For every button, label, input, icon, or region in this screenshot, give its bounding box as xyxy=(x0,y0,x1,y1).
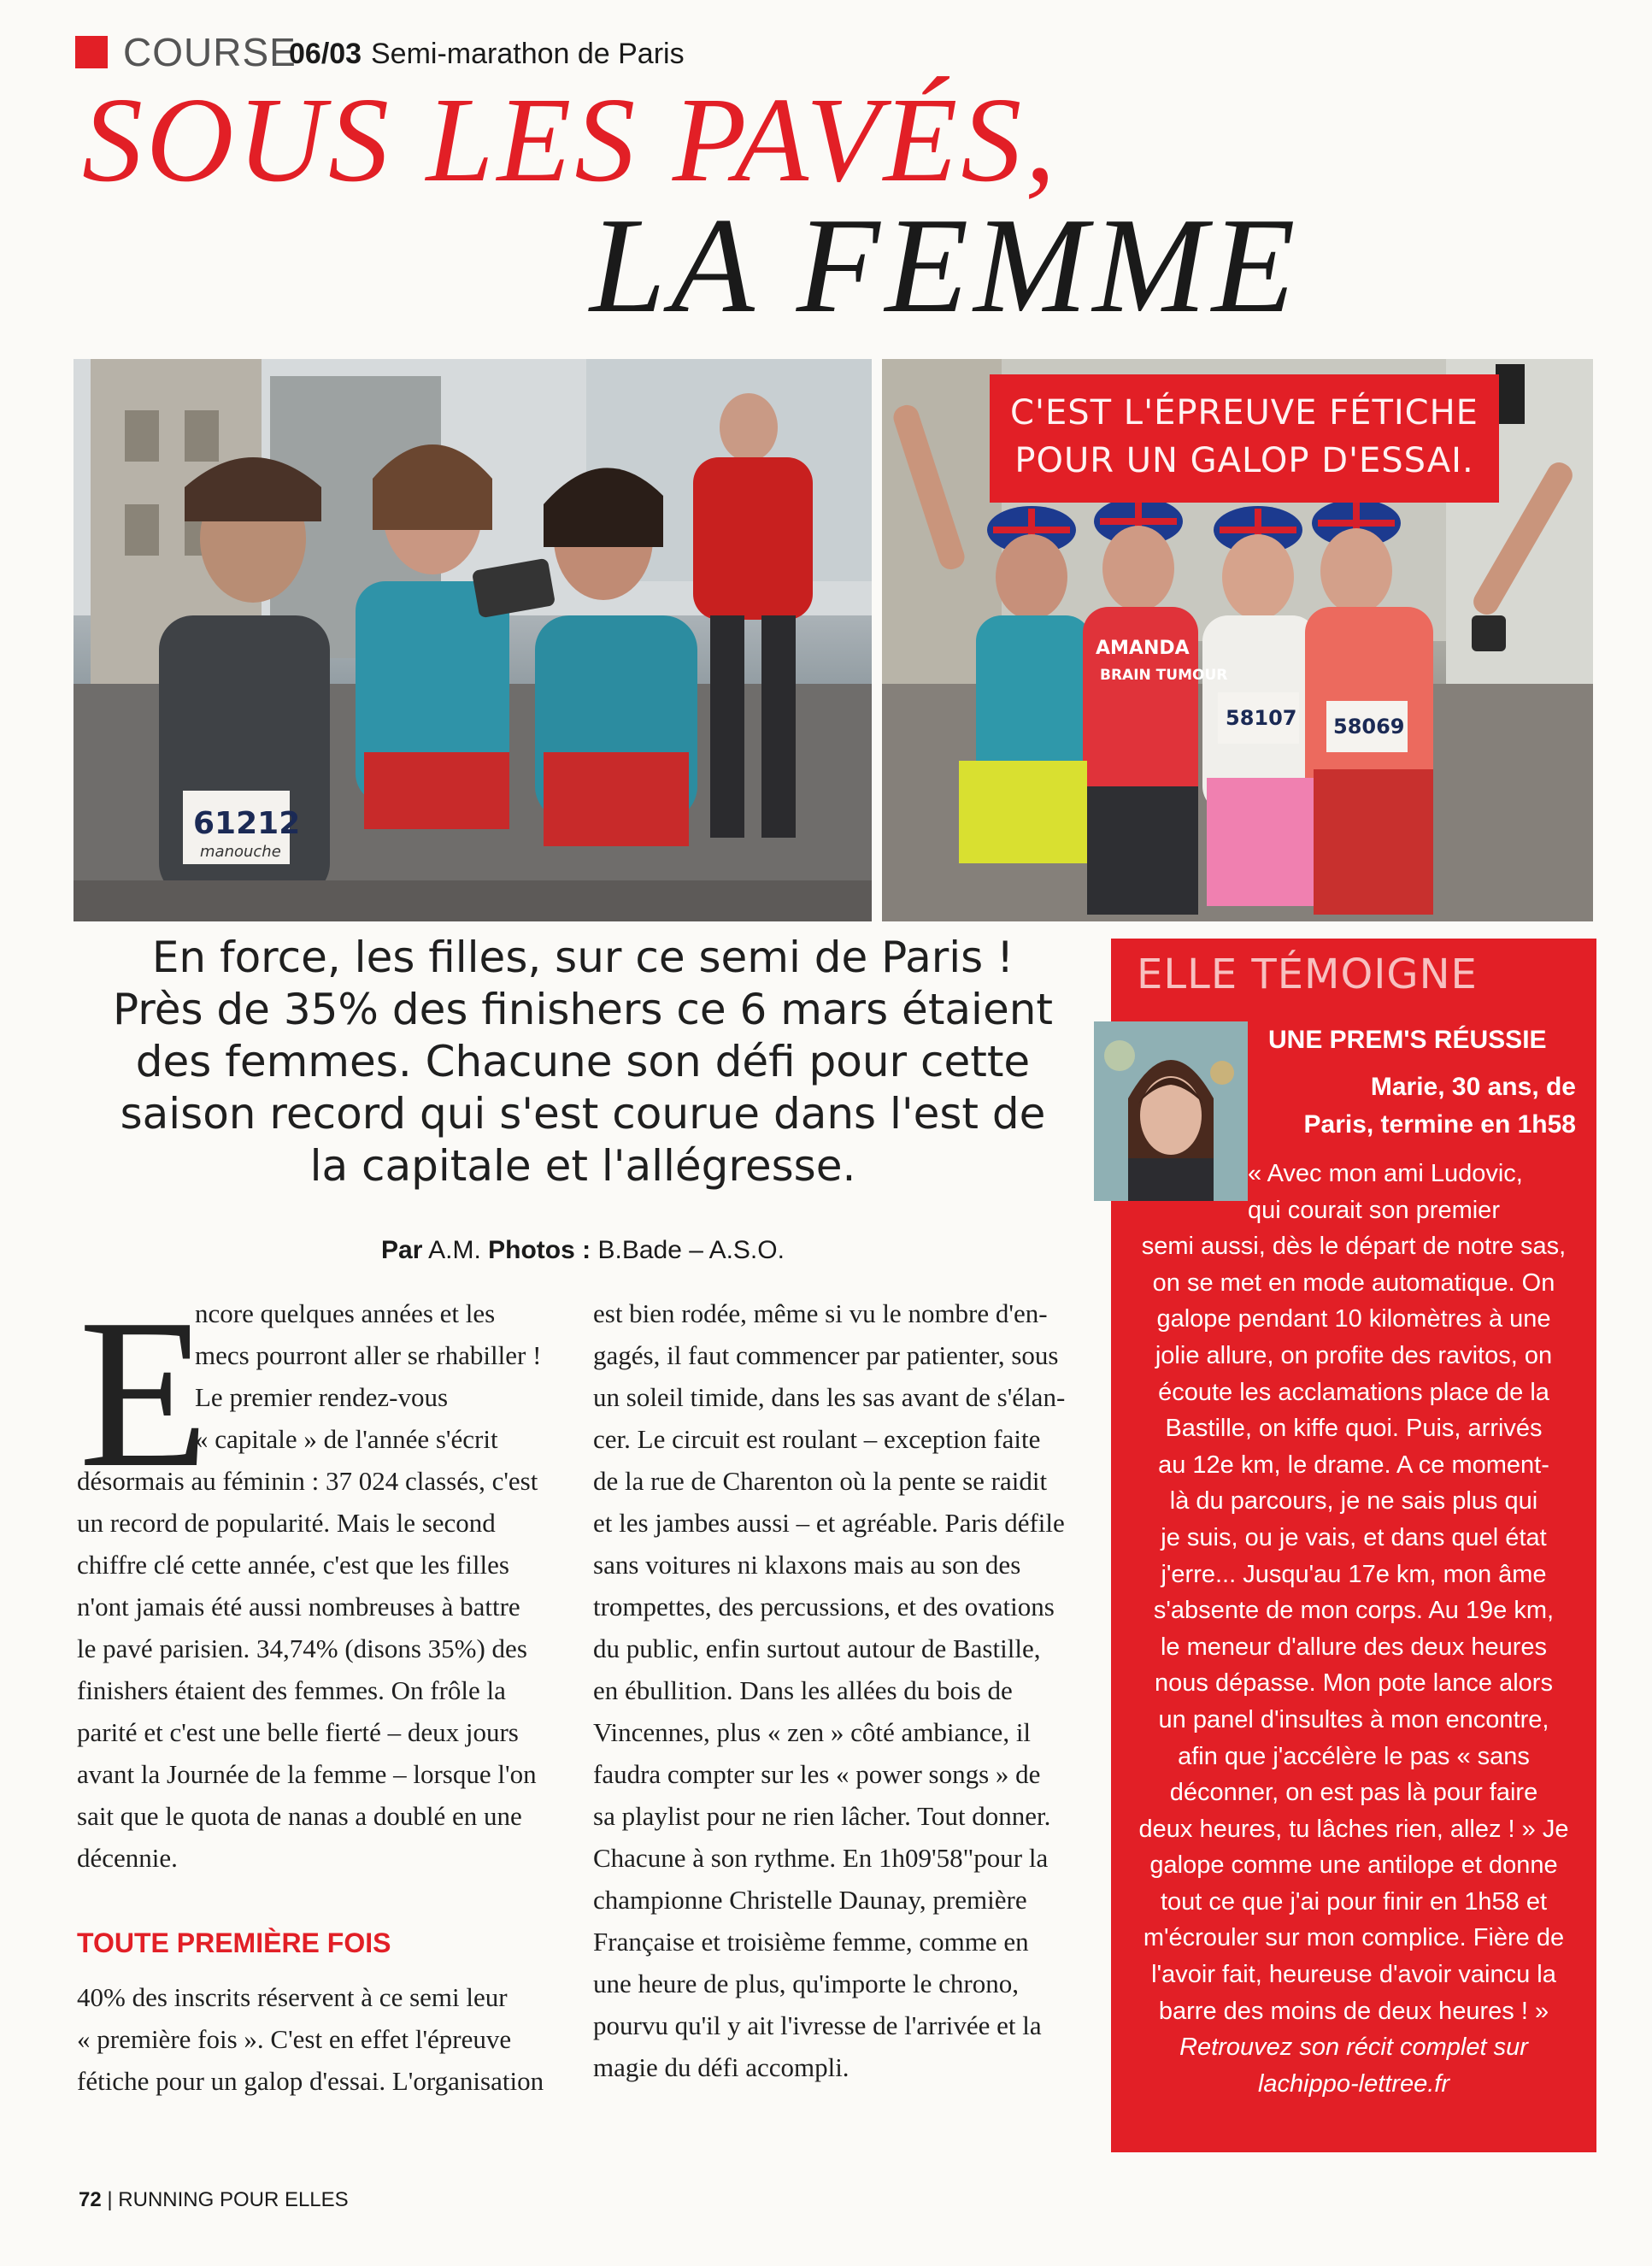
lede-line: la capitale et l'allégresse. xyxy=(309,1141,856,1191)
sidebar-line: qui courait son premier xyxy=(1248,1196,1500,1224)
body-line: gagés, il faut commencer par patienter, sous xyxy=(593,1340,1059,1370)
byline-author: A.M. xyxy=(428,1236,481,1264)
sidebar-line: l'avoir fait, heureuse d'avoir vaincu la xyxy=(1151,1961,1556,1989)
bib-number-right-1: 58107 xyxy=(1226,706,1297,730)
article-column-1 xyxy=(77,1292,564,1879)
lede-line: En force, les filles, sur ce semi de Paris ! xyxy=(151,933,1014,982)
footer-separator: | xyxy=(107,2188,113,2211)
bib-number-right-2: 58069 xyxy=(1333,715,1405,739)
drop-cap: E xyxy=(79,1275,209,1512)
sidebar-line: jolie allure, on profite des ravitos, on xyxy=(1155,1341,1553,1369)
article-column-2 xyxy=(593,1292,1089,2088)
body-line: ncore quelques années et les xyxy=(195,1298,496,1328)
body-line: le pavé parisien. 34,74% (disons 35%) des xyxy=(77,1633,527,1663)
lede-line: saison record qui s'est courue dans l'est de xyxy=(120,1089,1046,1139)
sidebar-line: s'absente de mon corps. Au 19e km, xyxy=(1153,1597,1555,1625)
body-line: désormais au féminin : 37 024 classés, c'est xyxy=(77,1466,538,1496)
body-line: fétiche pour un galop d'essai. L'organisation xyxy=(77,2066,544,2096)
body-line: avant la Journée de la femme – lorsque l'on xyxy=(77,1759,537,1789)
sidebar-line: le meneur d'allure des deux heures xyxy=(1160,1633,1548,1661)
body-line: 40% des inscrits réservent à ce semi leur xyxy=(77,1982,508,2012)
sidebar-line: un panel d'insultes à mon encontre, xyxy=(1158,1705,1549,1733)
page-number: 72 xyxy=(79,2188,102,2211)
body-line: décennie. xyxy=(77,1843,178,1873)
body-line: « capitale » de l'année s'écrit xyxy=(195,1424,498,1454)
sidebar-line: tout ce que j'ai pour finir en 1h58 et xyxy=(1160,1887,1548,1916)
body-line: faudra compter sur les « power songs » de xyxy=(593,1759,1041,1789)
body-line: trompettes, des percussions, et des ovations xyxy=(593,1592,1055,1622)
byline-author-label: Par xyxy=(381,1236,423,1264)
sidebar-subheadline-line: Paris, termine en 1h58 xyxy=(1303,1110,1576,1139)
body-line: de la rue de Charenton où la pente se raidit xyxy=(593,1466,1048,1496)
sidebar-line: barre des moins de deux heures ! » xyxy=(1158,1997,1549,2025)
sidebar-line: déconner, on est pas là pour faire xyxy=(1169,1779,1538,1807)
byline xyxy=(79,1236,1087,1265)
sidebar-line: j'erre... Jusqu'au 17e km, mon âme xyxy=(1161,1560,1547,1588)
shirt-charity: BRAIN TUMOUR xyxy=(1100,667,1228,684)
sidebar-line: écoute les acclamations place de la xyxy=(1158,1378,1549,1406)
sidebar-line: on se met en mode automatique. On xyxy=(1152,1268,1555,1297)
body-line: sa playlist pour ne rien lâcher. Tout donner. xyxy=(593,1801,1051,1831)
sidebar-line: je suis, ou je vais, et dans quel état xyxy=(1161,1523,1547,1551)
sidebar-line: « Avec mon ami Ludovic, xyxy=(1248,1160,1523,1187)
sidebar-line: galope pendant 10 kilomètres à une xyxy=(1156,1305,1551,1333)
headline-line-2: LA FEMME xyxy=(590,189,1301,341)
body-line: un soleil timide, dans les sas avant de s'élan- xyxy=(593,1382,1066,1412)
bib-number-left: 61212 xyxy=(193,806,301,841)
shirt-name: AMANDA xyxy=(1096,638,1190,659)
body-line: sans voitures ni klaxons mais au son des xyxy=(593,1550,1021,1580)
byline-photos-label: Photos : xyxy=(488,1236,591,1264)
rubric-marker xyxy=(75,36,108,68)
sidebar-line: là du parcours, je ne sais plus qui xyxy=(1169,1487,1538,1516)
body-line: mecs pourront aller se rhabiller ! xyxy=(195,1340,542,1370)
sidebar-line: nous dépasse. Mon pote lance alors xyxy=(1155,1669,1553,1698)
body-line: Vincennes, plus « zen » côté ambiance, il xyxy=(593,1717,1032,1747)
event-date: 06/03 xyxy=(289,38,362,70)
event-name: Semi-marathon de Paris xyxy=(371,38,685,70)
headline-line-1: SOUS LES PAVÉS, xyxy=(82,72,1059,207)
sidebar-footnote-link[interactable]: lachippo-lettree.fr xyxy=(1257,2069,1450,2098)
pull-quote-box xyxy=(990,374,1499,503)
sidebar-line: au 12e km, le drame. A ce moment- xyxy=(1158,1451,1549,1479)
body-line: n'ont jamais été aussi nombreuses à battre xyxy=(77,1592,520,1622)
sidebar-line: deux heures, tu lâches rien, allez ! » Je xyxy=(1138,1815,1569,1843)
photo-left-illustration xyxy=(73,359,872,921)
sidebar-body xyxy=(1111,1156,1596,2102)
body-line: du public, enfin surtout autour de Bastille, xyxy=(593,1633,1041,1663)
body-line: un record de popularité. Mais le second xyxy=(77,1508,496,1538)
sidebar-line: semi aussi, dès le départ de notre sas, xyxy=(1141,1233,1567,1261)
sidebar-line: Bastille, on kiffe quoi. Puis, arrivés xyxy=(1165,1415,1543,1443)
pull-quote-line-2: POUR UN GALOP D'ESSAI. xyxy=(1014,441,1474,480)
section-subheading: TOUTE PREMIÈRE FOIS xyxy=(77,1928,391,1958)
body-line: parité et c'est une belle fierté – deux jours xyxy=(77,1717,519,1747)
body-line: et les jambes aussi – et agréable. Paris défile xyxy=(593,1508,1065,1538)
lede-line: Près de 35% des finishers ce 6 mars étaient xyxy=(112,985,1054,1034)
body-line: est bien rodée, même si vu le nombre d'en- xyxy=(593,1298,1048,1328)
body-line: Française et troisième femme, comme en xyxy=(593,1927,1029,1957)
body-line: Le premier rendez-vous xyxy=(195,1382,449,1412)
body-line: finishers étaient des femmes. On frôle la xyxy=(77,1675,506,1705)
body-line: pourvu qu'il y ait l'ivresse de l'arrivée et la xyxy=(593,2010,1042,2040)
body-line: cer. Le circuit est roulant – exception faite xyxy=(593,1424,1041,1454)
magazine-name: RUNNING POUR ELLES xyxy=(118,2188,349,2211)
lede-line: des femmes. Chacune son défi pour cette xyxy=(135,1037,1031,1086)
sidebar-line: galope comme une antilope et donne xyxy=(1149,1851,1558,1880)
body-line: sait que le quota de nanas a doublé en une xyxy=(77,1801,522,1831)
photo-runners-selfie xyxy=(73,359,872,921)
sidebar-headline: UNE PREM'S RÉUSSIE xyxy=(1268,1026,1547,1054)
body-line: chiffre clé cette année, c'est que les filles xyxy=(77,1550,509,1580)
page-footer xyxy=(79,2188,349,2212)
article-column-1-continued xyxy=(77,1976,564,2102)
body-line: championne Christelle Daunay, première xyxy=(593,1885,1027,1915)
bib-name-left: manouche xyxy=(200,843,281,861)
body-line: magie du défi accompli. xyxy=(593,2052,850,2082)
byline-photographer: B.Bade – A.S.O. xyxy=(597,1236,785,1264)
body-line: Chacune à son rythme. En 1h09'58"pour la xyxy=(593,1843,1049,1873)
sidebar-tag: ELLE TÉMOIGNE xyxy=(1137,951,1478,998)
body-line: en ébullition. Dans les allées du bois de xyxy=(593,1675,1013,1705)
sidebar-line: m'écrouler sur mon complice. Fière de xyxy=(1143,1924,1565,1952)
sidebar-line: afin que j'accélère le pas « sans xyxy=(1178,1742,1530,1770)
sidebar-subheadline-line: Marie, 30 ans, de xyxy=(1370,1073,1576,1101)
lede-paragraph xyxy=(79,932,1087,1192)
body-line: une heure de plus, qu'importe le chrono, xyxy=(593,1969,1019,1998)
sidebar-subheadline xyxy=(1268,1068,1576,1144)
rubric-label: COURSE xyxy=(123,30,297,74)
pull-quote-line-1: C'EST L'ÉPREUVE FÉTICHE xyxy=(1010,393,1479,433)
sidebar-footnote-line: Retrouvez son récit complet sur xyxy=(1179,2034,1528,2062)
body-line: « première fois ». C'est en effet l'épreuve xyxy=(77,2024,512,2054)
